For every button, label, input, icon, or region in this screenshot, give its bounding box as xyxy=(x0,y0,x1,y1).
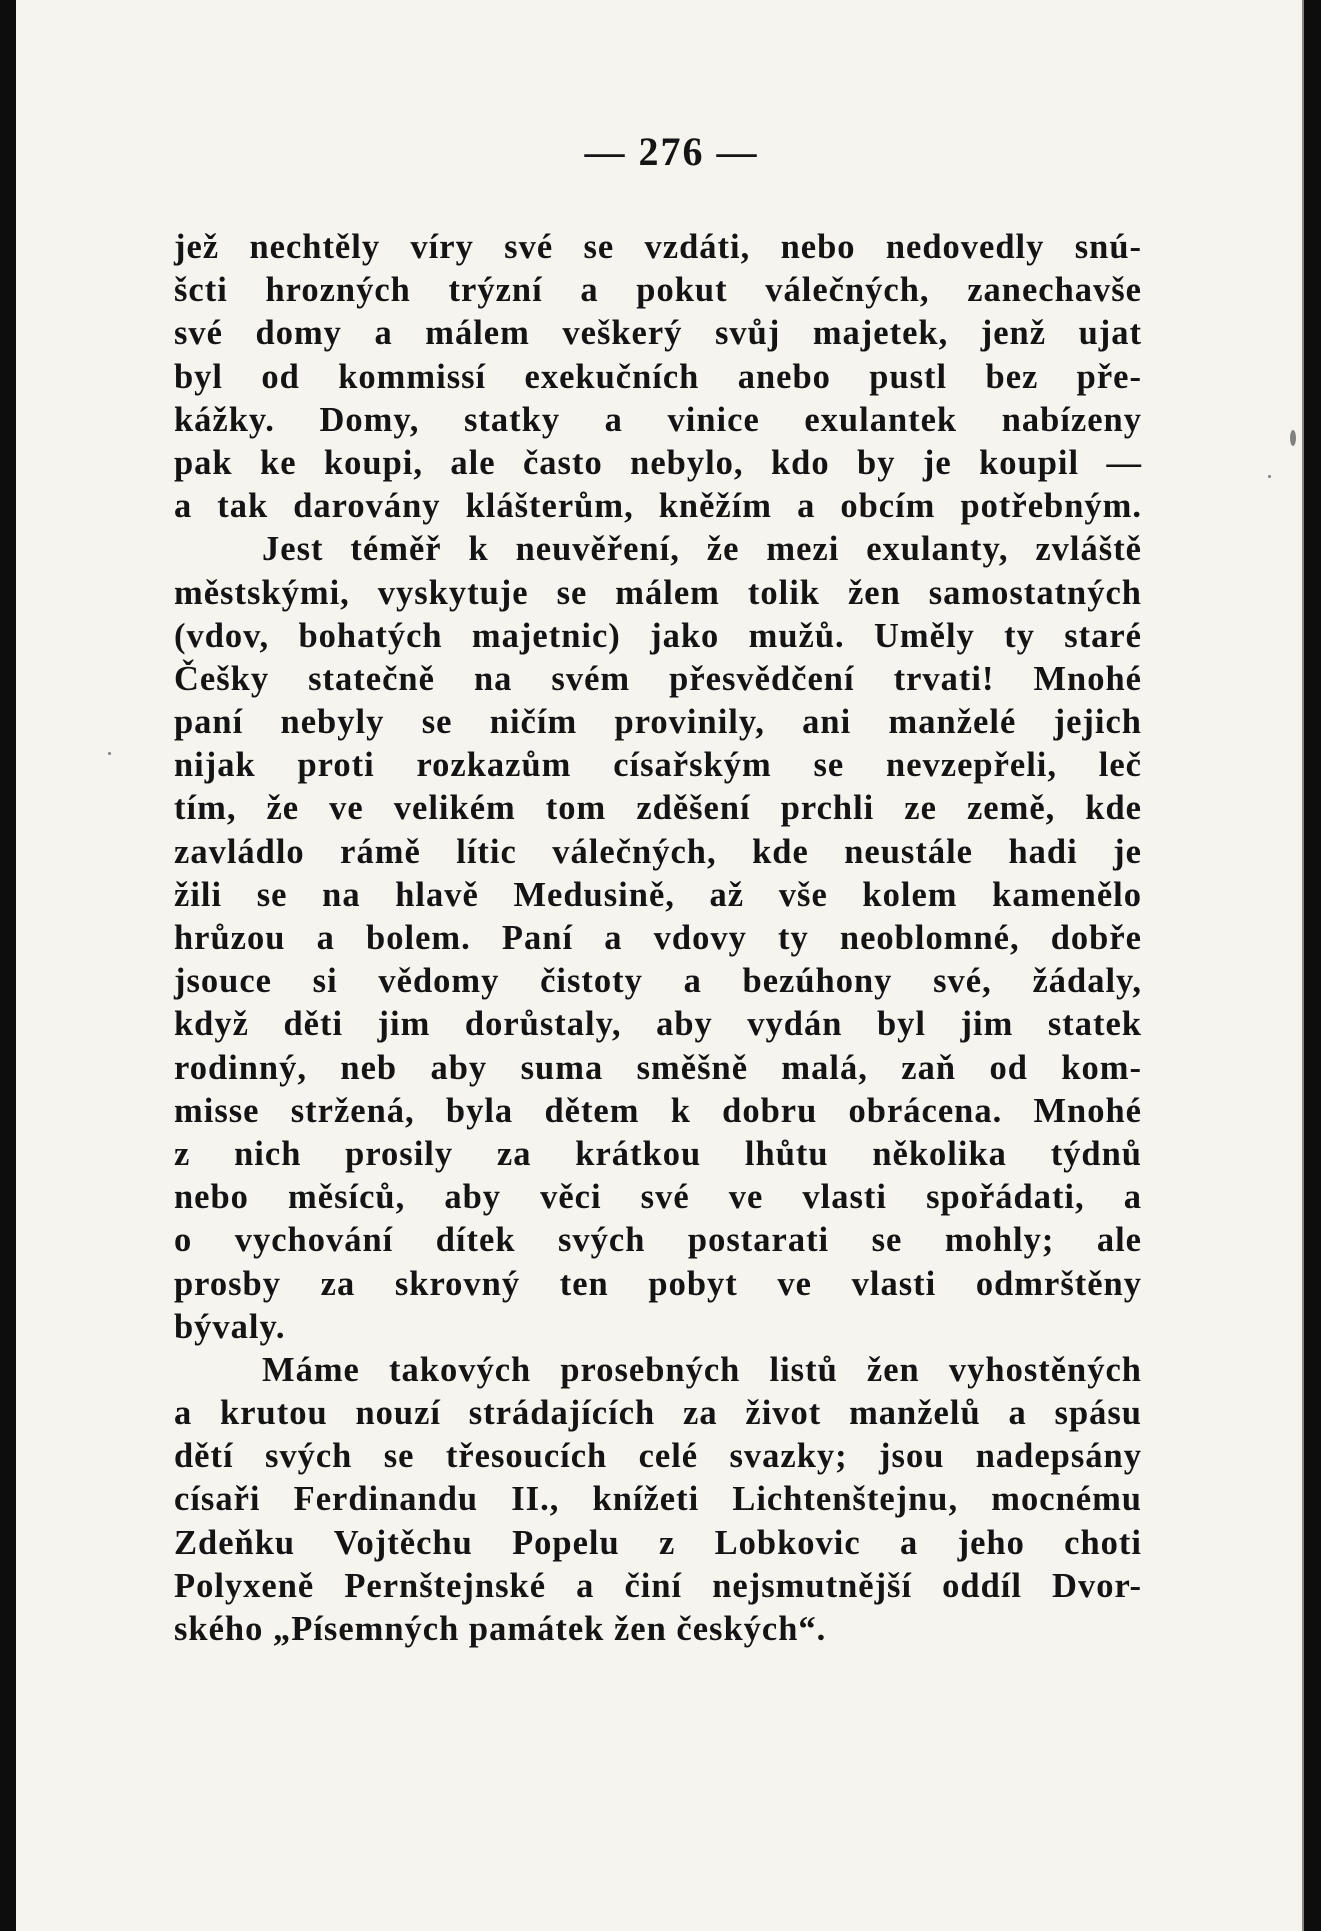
text-line: nebo měsíců, aby věci své ve vlasti spořádati, a xyxy=(174,1178,1142,1217)
print-speck xyxy=(1268,475,1271,478)
body-text xyxy=(174,226,1142,1651)
text-line: a tak darovány klášterům, kněžím a obcím potřebným. xyxy=(174,487,1142,526)
text-line: hrůzou a bolem. Paní a vdovy ty neoblomné, dobře xyxy=(174,919,1142,957)
text-line: jež nechtěly víry své se vzdáti, nebo nedovedly snú- xyxy=(174,228,1142,266)
text-line: císaři Ferdinandu II., knížeti Lichtenštejnu, mocnému xyxy=(174,1480,1142,1519)
text-line: (vdov, bohatých majetnic) jako mužů. Uměly ty staré xyxy=(174,616,1142,655)
text-line: když děti jim dorůstaly, aby vydán byl jim statek xyxy=(174,1005,1142,1044)
text-line: jsouce si vědomy čistoty a bezúhony své, žádaly, xyxy=(174,962,1142,1001)
print-speck xyxy=(1290,430,1296,446)
text-line: Češky statečně na svém přesvědčení trvati! Mnohé xyxy=(174,659,1142,698)
text-line: misse stržená, byla dětem k dobru obrácena. Mnohé xyxy=(174,1091,1142,1130)
text-line: bývaly. xyxy=(174,1307,286,1346)
text-line: Zdeňku Vojtěchu Popelu z Lobkovic a jeho choti xyxy=(174,1523,1142,1562)
text-line: byl od kommissí exekučních anebo pustl bez pře- xyxy=(174,357,1142,396)
text-line: tím, že ve velikém tom zděšení prchli ze země, kde xyxy=(174,789,1142,828)
text-line: městskými, vyskytuje se málem tolik žen samostatných xyxy=(174,573,1142,612)
print-speck xyxy=(108,752,111,755)
text-line: Jest téměř k neuvěření, že mezi exulanty, zvláště xyxy=(262,530,1142,569)
text-line: Máme takových prosebných listů žen vyhostěných xyxy=(262,1350,1142,1389)
page-number: — 276 — xyxy=(584,129,759,174)
text-line: ského „Písemných památek žen českých“. xyxy=(174,1610,827,1648)
text-line: šcti hrozných trýzní a pokut válečných, zanechavše xyxy=(174,271,1142,310)
text-line: o vychování dítek svých postarati se mohly; ale xyxy=(174,1221,1142,1260)
text-line: dětí svých se třesoucích celé svazky; jsou nadepsány xyxy=(174,1437,1142,1476)
text-line: své domy a málem veškerý svůj majetek, jenž ujat xyxy=(174,314,1142,353)
text-line: zavládlo rámě lític válečných, kde neustále hadi je xyxy=(174,832,1142,871)
text-line: prosby za skrovný ten pobyt ve vlasti odmrštěny xyxy=(174,1264,1142,1303)
text-line: žili se na hlavě Medusině, až vše kolem kamenělo xyxy=(174,875,1142,914)
text-line: paní nebyly se ničím provinily, ani manželé jejich xyxy=(174,703,1142,742)
text-line: a krutou nouzí strádajících za život manželů a spásu xyxy=(174,1394,1142,1433)
book-page xyxy=(16,0,1304,1931)
text-line: z nich prosily za krátkou lhůtu několika týdnů xyxy=(174,1134,1142,1173)
text-line: pak ke koupi, ale často nebylo, kdo by je koupil — xyxy=(174,443,1142,482)
text-line: nijak proti rozkazům císařským se nevzepřeli, leč xyxy=(174,746,1142,785)
text-line: kážky. Domy, statky a vinice exulantek nabízeny xyxy=(174,400,1142,439)
text-line: rodinný, neb aby suma směšně malá, zaň od kom- xyxy=(174,1048,1142,1087)
text-line: Polyxeně Pernštejnské a činí nejsmutnější oddíl Dvor- xyxy=(174,1566,1142,1605)
page-edge-shadow xyxy=(1302,0,1304,1931)
